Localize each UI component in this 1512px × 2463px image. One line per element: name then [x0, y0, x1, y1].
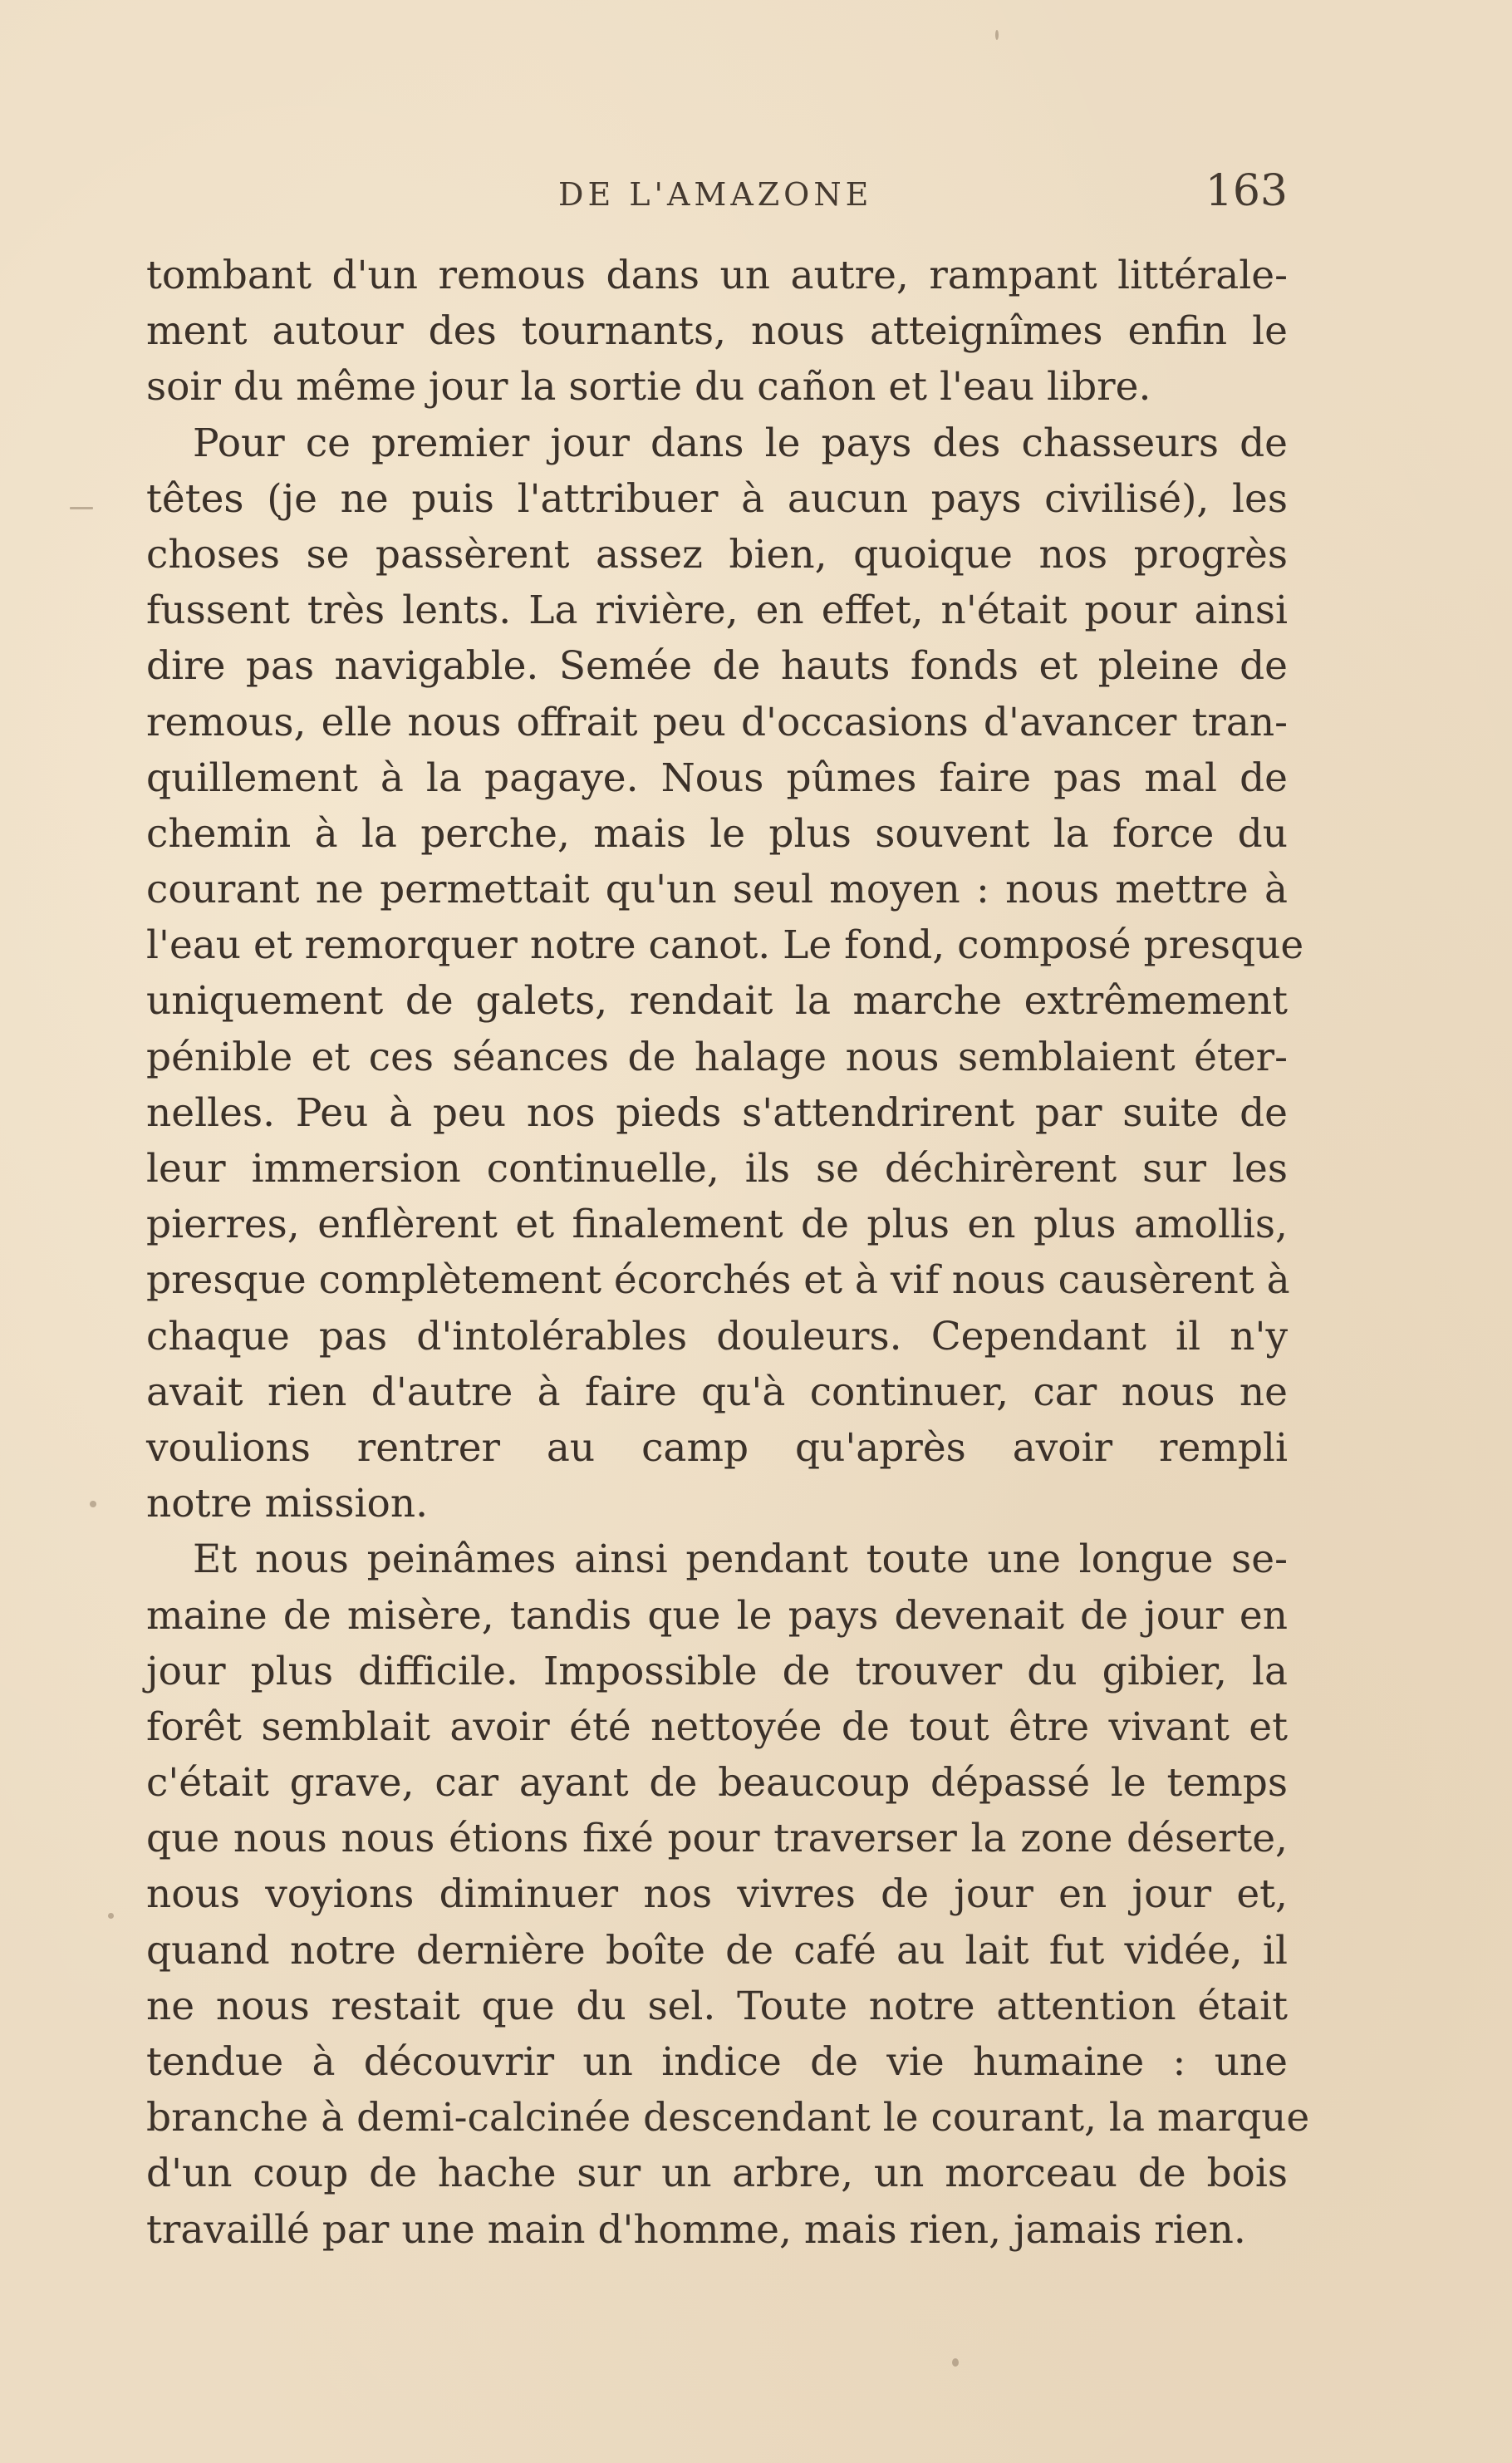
text-line: courant ne permettait qu'un seul moyen : nous mettre à [146, 867, 1288, 913]
text-line: jour plus difficile. Impossible de trouver du gibier, la [146, 1648, 1288, 1694]
text-line: notre mission. [146, 1481, 429, 1527]
paper-speck [90, 1501, 96, 1507]
text-line: nelles. Peu à peu nos pieds s'attendrirent par suite de [146, 1089, 1288, 1136]
body-text [146, 248, 1310, 2258]
paper-speck [108, 1913, 114, 1919]
text-line: quillement à la pagaye. Nous pûmes faire pas mal de [146, 755, 1288, 801]
text-line: dire pas navigable. Semée de hauts fonds et pleine de [146, 643, 1288, 690]
text-line: maine de misère, tandis que le pays devenait de jour en [146, 1592, 1288, 1639]
text-line: que nous nous étions fixé pour traverser la zone déserte, [146, 1816, 1288, 1862]
page-number: 163 [1205, 166, 1288, 216]
text-line: c'était grave, car ayant de beaucoup dépassé le temps [146, 1760, 1288, 1807]
text-line: leur immersion continuelle, ils se déchirèrent sur les [146, 1146, 1288, 1192]
text-line: quand notre dernière boîte de café au lait fut vidée, il [146, 1927, 1288, 1974]
text-line: voulions rentrer au camp qu'après avoir rempli [146, 1424, 1288, 1471]
text-line: Et nous peinâmes ainsi pendant toute une longue se- [193, 1536, 1288, 1583]
text-line: tendue à découvrir un indice de vie humaine : une [146, 2039, 1288, 2085]
paragraph [146, 248, 1288, 415]
paper-speck [995, 30, 999, 40]
running-title: DE L'AMAZONE [558, 176, 873, 213]
text-line: pénible et ces séances de halage nous semblaient éter- [146, 1034, 1288, 1080]
text-line: têtes (je ne puis l'attribuer à aucun pays civilisé), les [146, 475, 1288, 522]
page-header [146, 166, 1288, 224]
text-line: Pour ce premier jour dans le pays des chasseurs de [193, 420, 1288, 466]
text-line: chemin à la perche, mais le plus souvent la force du [146, 810, 1288, 857]
text-line: chaque pas d'intolérables douleurs. Cependant il n'y [146, 1313, 1288, 1359]
text-line: presque complètement écorchés et à vif nous causèrent à [146, 1257, 1290, 1304]
text-line: forêt semblait avoir été nettoyée de tout être vivant et [146, 1703, 1288, 1750]
text-line: travaillé par une main d'homme, mais rien, jamais rien. [146, 2206, 1246, 2253]
text-line: pierres, enflèrent et finalement de plus en plus amollis, [146, 1202, 1288, 1248]
paragraph [146, 415, 1304, 1532]
text-line: nous voyions diminuer nos vivres de jour en jour et, [146, 1871, 1288, 1918]
text-line: avait rien d'autre à faire qu'à continuer, car nous ne [146, 1369, 1288, 1415]
text-line: tombant d'un remous dans un autre, rampant littérale- [146, 253, 1288, 298]
text-line: branche à demi-calcinée descendant le courant, la marque [146, 2095, 1310, 2141]
text-line: ne nous restait que du sel. Toute notre attention était [146, 1983, 1288, 2029]
text-line: l'eau et remorquer notre canot. Le fond, composé presque [146, 922, 1304, 969]
text-line: uniquement de galets, rendait la marche extrêmement [146, 978, 1288, 1025]
paper-speck [70, 507, 93, 509]
text-line: d'un coup de hache sur un arbre, un morceau de bois [146, 2151, 1288, 2197]
paragraph [146, 1531, 1310, 2257]
text-line: remous, elle nous offrait peu d'occasions d'avancer tran- [146, 699, 1288, 745]
text-line: ment autour des tournants, nous atteignîmes enfin le [146, 308, 1288, 355]
paper-speck [952, 2358, 959, 2367]
text-line: soir du même jour la sortie du cañon et l'eau libre. [146, 364, 1151, 410]
text-line: choses se passèrent assez bien, quoique nos progrès [146, 531, 1288, 578]
text-line: fussent très lents. La rivière, en effet, n'était pour ainsi [146, 587, 1288, 634]
